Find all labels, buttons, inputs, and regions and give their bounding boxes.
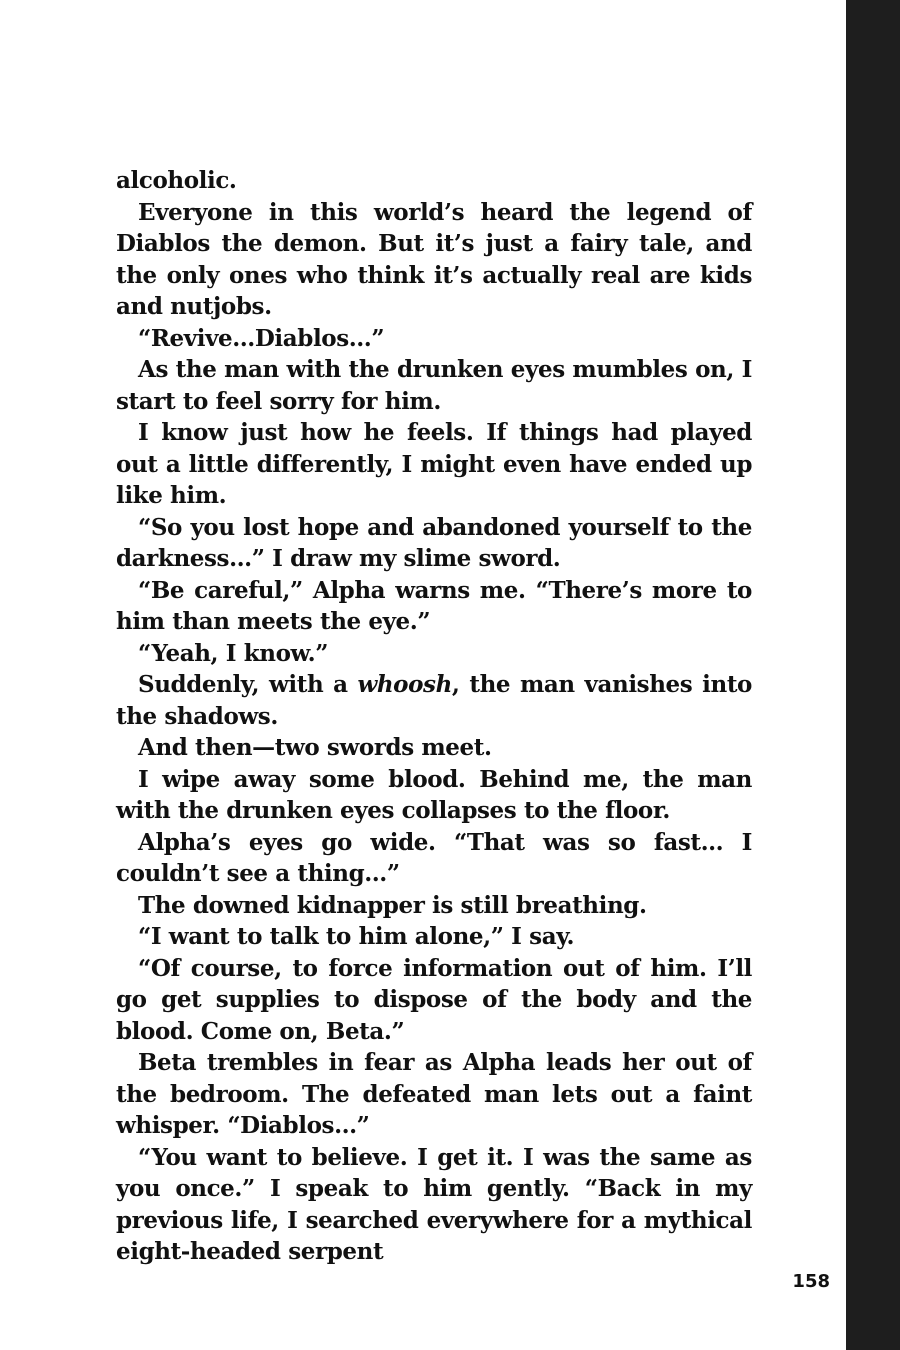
paragraph: As the man with the drunken eyes mumbles on, I start to feel sorry for him. bbox=[116, 356, 752, 415]
paragraph-text: Suddenly, with a bbox=[138, 671, 358, 698]
paragraph: “Be careful,” Alpha warns me. “There’s more to him than meets the eye.” bbox=[116, 576, 752, 635]
paragraph: “I want to talk to him alone,” I say. bbox=[138, 923, 575, 950]
emphasized-word: whoosh bbox=[357, 671, 452, 698]
paragraph: “Yeah, I know.” bbox=[138, 639, 329, 667]
paragraph: Alpha’s eyes go wide. “That was so fast… I couldn’t see a thing…” bbox=[116, 828, 752, 887]
body-text bbox=[116, 165, 752, 1268]
paragraph: I wipe away some blood. Behind me, the man with the drunken eyes collapses to the floor. bbox=[116, 765, 752, 824]
paragraph: “So you lost hope and abandoned yourself to the darkness…” I draw my slime sword. bbox=[116, 513, 752, 572]
paragraph: “Revive…Diablos…” bbox=[138, 324, 385, 352]
paragraph-text: , the man vanishes into the shadows. bbox=[116, 671, 752, 730]
paragraph: Everyone in this world’s heard the legend of Diablos the demon. But it’s just a fairy tale, and the only ones who think it’s actually real are kids and nutjobs. bbox=[116, 198, 752, 320]
paragraph bbox=[116, 669, 752, 732]
paragraph: Beta trembles in fear as Alpha leads her out of the bedroom. The defeated man lets out a faint whisper. “Diablos…” bbox=[116, 1049, 752, 1139]
paragraph: I know just how he feels. If things had played out a little differently, I might even have ended up like him. bbox=[116, 419, 752, 509]
paragraph: alcoholic. bbox=[116, 167, 237, 194]
page-number: 158 bbox=[792, 1271, 830, 1292]
paragraph: “Of course, to force information out of him. I’ll go get supplies to dispose of the body and the blood. Come on, Beta.” bbox=[116, 954, 752, 1045]
paragraph: And then—two swords meet. bbox=[138, 734, 492, 761]
paragraph: The downed kidnapper is still breathing. bbox=[138, 891, 647, 919]
page-edge-bar bbox=[846, 0, 900, 1350]
paragraph: “You want to believe. I get it. I was the same as you once.” I speak to him gently. “Back in my previous life, I searched everywhere for a mythical eight-headed serpent bbox=[116, 1143, 752, 1265]
